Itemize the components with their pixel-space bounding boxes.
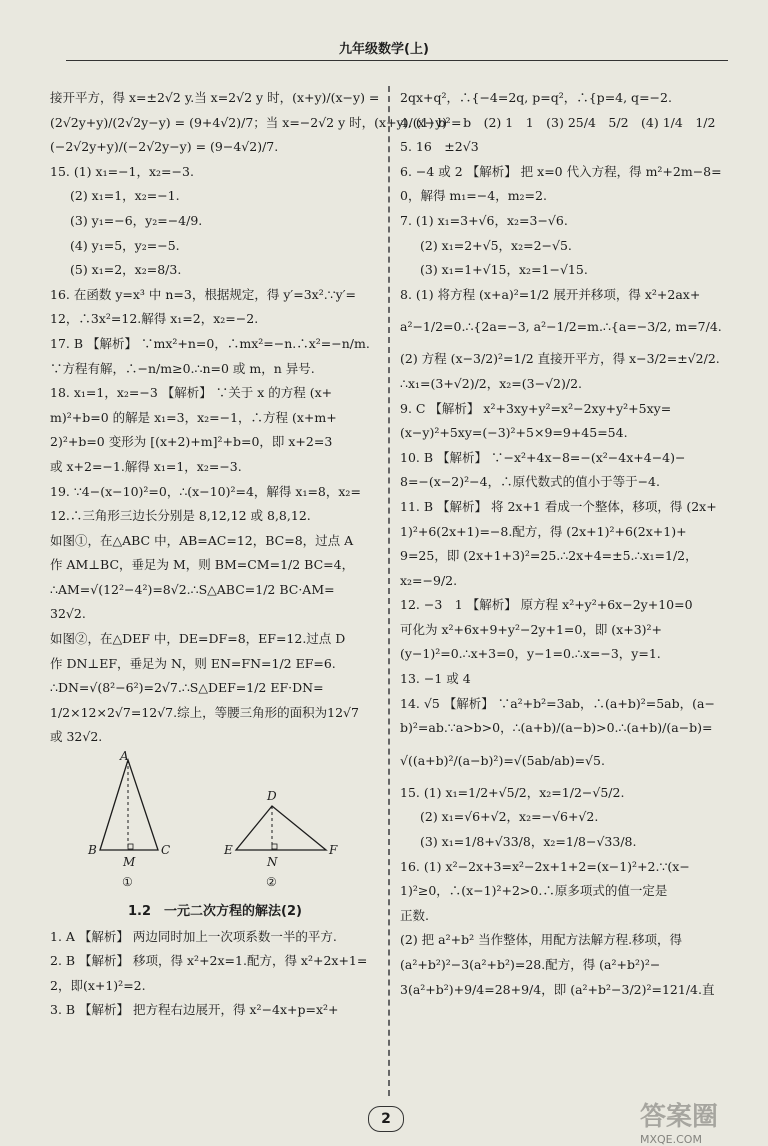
label-e: E xyxy=(224,843,233,858)
text-line: 15. (1) x₁=1/2+√5/2，x₂=1/2−√5/2. xyxy=(400,784,625,800)
text-line: 16. 在函数 y=x³ 中 n=3，根据规定，得 y′=3x².∵y′= xyxy=(50,286,357,302)
text-line: 可化为 x²+6x+9+y²−2y+1=0，即 (x+3)²+ xyxy=(400,621,663,637)
label-a: A xyxy=(120,749,129,764)
text-line: ∴x₁=(3+√2)/2，x₂=(3−√2)/2. xyxy=(400,375,583,391)
text-line: 16. (1) x²−2x+3=x²−2x+1+2=(x−1)²+2.∵(x− xyxy=(400,858,690,874)
text-line: 12，∴3x²=12.解得 x₁=2，x₂=−2. xyxy=(50,311,259,327)
text-line: (4) y₁=5，y₂=−5. xyxy=(70,237,180,253)
text-line: 如图①，在△ABC 中，AB=AC=12，BC=8，过点 A xyxy=(50,532,354,548)
header-rule xyxy=(66,60,728,61)
text-line: ∴AM=√(12²−4²)=8√2.∴S△ABC=1/2 BC·AM= xyxy=(50,581,335,597)
text-line: (3) x₁=1+√15，x₂=1−√15. xyxy=(420,262,588,278)
text-line: 7. (1) x₁=3+√6，x₂=3−√6. xyxy=(400,212,568,228)
text-line: 1. A 【解析】 两边同时加上一次项系数一半的平方. xyxy=(50,928,337,944)
text-line: 3. B 【解析】 把方程右边展开，得 x²−4x+p=x²+ xyxy=(50,1002,339,1018)
text-line: b)²=ab.∵a>b>0，∴(a+b)/(a−b)>0.∴(a+b)/(a−b)= xyxy=(400,720,713,736)
text-line: (2) 方程 (x−3/2)²=1/2 直接开平方，得 x−3/2=±√2/2. xyxy=(400,351,720,367)
text-line: 2，即(x+1)²=2. xyxy=(50,977,146,993)
text-line: (x−y)²+5xy=(−3)²+5×9=9+45=54. xyxy=(400,425,628,441)
figure-caption-2: ② xyxy=(266,875,277,890)
triangle-figures xyxy=(50,750,380,900)
text-line: 正数. xyxy=(400,907,429,923)
text-line: 9. C 【解析】 x²+3xy+y²=x²−2xy+y²+5xy= xyxy=(400,400,672,416)
label-n: N xyxy=(267,855,278,870)
text-line: 9=25，即 (2x+1+3)²=25.∴2x+4=±5.∴x₁=1/2， xyxy=(400,548,698,564)
text-line: (2√2y+y)/(2√2y−y) = (9+4√2)/7；当 x=−2√2 y 时，(x+y)/(x−y) = xyxy=(50,114,462,130)
watermark-url: MXQE.COM xyxy=(640,1133,702,1146)
figure-caption-1: ① xyxy=(122,875,133,890)
text-line: 12.∴三角形三边长分别是 8,12,12 或 8,8,12. xyxy=(50,508,311,524)
text-line: 2. B 【解析】 移项，得 x²+2x=1.配方，得 x²+2x+1= xyxy=(50,953,368,969)
text-line: x₂=−9/2. xyxy=(400,572,458,588)
text-line: 13. −1 或 4 xyxy=(400,671,471,687)
column-divider xyxy=(388,86,390,1096)
triangle-diagram xyxy=(50,750,380,900)
text-line: (2) 把 a²+b² 当作整体，用配方法解方程.移项，得 xyxy=(400,932,683,948)
text-line: (3) y₁=−6，y₂=−4/9. xyxy=(70,212,203,228)
text-line: 接开平方，得 x=±2√2 y.当 x=2√2 y 时，(x+y)/(x−y) = xyxy=(50,90,380,105)
text-line: 8=−(x−2)²−4，∴原代数式的值小于等于−4. xyxy=(400,474,660,490)
text-line: 12. −3 1 【解析】 原方程 x²+y²+6x−2y+10=0 xyxy=(400,597,693,613)
label-m: M xyxy=(123,855,136,870)
text-line: ∵方程有解，∴−n/m≥0.∴n=0 或 m，n 异号. xyxy=(50,360,315,376)
text-line: a²−1/2=0.∴{2a=−3, a²−1/2=m.∴{a=−3/2, m=7/4. xyxy=(400,319,722,335)
text-line: 19. ∵4−(x−10)²=0，∴(x−10)²=4，解得 x₁=8，x₂= xyxy=(50,483,361,499)
label-b: B xyxy=(88,843,97,858)
text-line: 0，解得 m₁=−4，m₂=2. xyxy=(400,188,547,204)
text-line: 1)²≥0，∴(x−1)²+2>0.∴原多项式的值一定是 xyxy=(400,883,668,899)
watermark xyxy=(640,1096,760,1146)
text-line: (3) x₁=1/8+√33/8，x₂=1/8−√33/8. xyxy=(420,834,637,850)
text-line: 1)²+6(2x+1)=−8.配方，得 (2x+1)²+6(2x+1)+ xyxy=(400,523,687,539)
text-line: 或 32√2. xyxy=(50,729,103,745)
text-line: 5. 16 ±2√3 xyxy=(400,139,479,155)
text-line: 3(a²+b²)+9/4=28+9/4，即 (a²+b²−3/2)²=121/4.直 xyxy=(400,981,715,997)
label-f: F xyxy=(329,843,338,858)
text-line: 如图②，在△DEF 中，DE=DF=8，EF=12.过点 D xyxy=(50,631,346,647)
text-line: 作 AM⊥BC，垂足为 M，则 BM=CM=1/2 BC=4， xyxy=(50,557,355,573)
text-line: 15. (1) x₁=−1，x₂=−3. xyxy=(50,163,194,179)
text-line: (5) x₁=2，x₂=8/3. xyxy=(70,262,182,278)
text-line: 或 x+2=−1.解得 x₁=1，x₂=−3. xyxy=(50,458,242,474)
page-header-title: 九年级数学(上) xyxy=(339,42,429,57)
page-number: 2 xyxy=(368,1106,404,1132)
text-line: (2) x₁=√6+√2，x₂=−√6+√2. xyxy=(420,809,599,825)
text-line: 作 DN⊥EF，垂足为 N，则 EN=FN=1/2 EF=6. xyxy=(50,655,336,671)
text-line: 11. B 【解析】 将 2x+1 看成一个整体，移项，得 (2x+ xyxy=(400,498,717,514)
text-line: 2qx+q²，∴{−4=2q, p=q²，∴{p=4, q=−2. xyxy=(400,90,672,105)
text-line: (−2√2y+y)/(−2√2y−y) = (9−4√2)/7. xyxy=(50,139,279,155)
watermark-text: 答案圈 xyxy=(640,1102,719,1132)
label-d: D xyxy=(267,789,277,804)
text-line: (2) x₁=1，x₂=−1. xyxy=(70,188,180,204)
text-line: 10. B 【解析】 ∵−x²+4x−8=−(x²−4x+4−4)− xyxy=(400,449,686,465)
text-line: √((a+b)²/(a−b)²)=√(5ab/ab)=√5. xyxy=(400,752,605,768)
triangle-def xyxy=(236,806,326,850)
text-line: 17. B 【解析】 ∵mx²+n=0，∴mx²=−n.∴x²=−n/m. xyxy=(50,335,370,351)
text-line: 6. −4 或 2 【解析】 把 x=0 代入方程，得 m²+2m−8= xyxy=(400,163,722,179)
text-line: (y−1)²=0.∴x+3=0，y−1=0.∴x=−3，y=1. xyxy=(400,646,661,662)
label-c: C xyxy=(161,843,171,858)
text-line: 14. √5 【解析】 ∵a²+b²=3ab，∴(a+b)²=5ab，(a− xyxy=(400,695,715,711)
text-line: 8. (1) 将方程 (x+a)²=1/2 展开并移项，得 x²+2ax+ xyxy=(400,286,701,302)
triangle-abc xyxy=(100,760,158,850)
text-line: (a²+b²)²−3(a²+b²)=28.配方，得 (a²+b²)²− xyxy=(400,957,661,972)
right-column xyxy=(400,86,730,1002)
text-line: m)²+b=0 的解是 x₁=3，x₂=−1，∴方程 (x+m+ xyxy=(50,409,337,425)
text-line: 1/2×12×2√7=12√7.综上，等腰三角形的面积为12√7 xyxy=(50,704,359,720)
text-line: (2) x₁=2+√5，x₂=2−√5. xyxy=(420,237,572,253)
text-line: 2)²+b=0 变形为 [(x+2)+m]²+b=0，即 x+2=3 xyxy=(50,434,333,450)
text-line: 32√2. xyxy=(50,606,86,622)
section-title: 1.2 一元二次方程的解法(2) xyxy=(128,904,302,920)
text-line: 4. (1) b² b (2) 1 1 (3) 25/4 5/2 (4) 1/4 1/2 xyxy=(400,114,716,130)
text-line: 18. x₁=1，x₂=−3 【解析】 ∵关于 x 的方程 (x+ xyxy=(50,385,333,401)
text-line: ∴DN=√(8²−6²)=2√7.∴S△DEF=1/2 EF·DN= xyxy=(50,680,324,696)
